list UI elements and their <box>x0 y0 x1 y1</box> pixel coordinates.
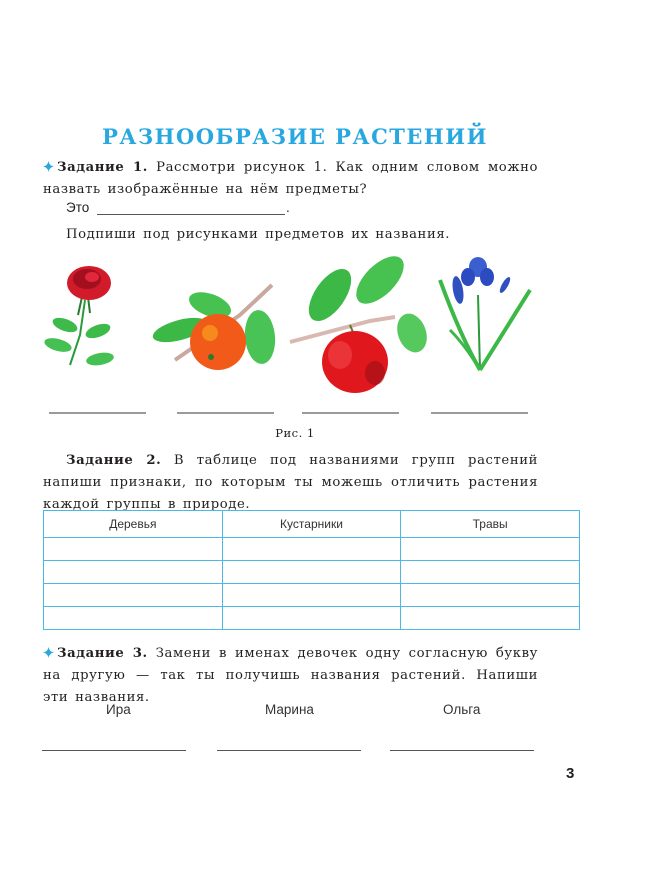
answer-suffix: . <box>286 200 290 215</box>
label-line-3[interactable] <box>302 412 399 414</box>
table-cell[interactable] <box>44 538 223 561</box>
name-olga: Ольга <box>443 702 481 717</box>
task1-instruction: Подпиши под рисунками предметов их названия. <box>66 227 451 242</box>
task3-label: Задание 3. <box>57 646 148 661</box>
table-cell[interactable] <box>222 584 401 607</box>
apple-image <box>290 255 432 393</box>
table-cell[interactable] <box>222 561 401 584</box>
task3-text-block <box>43 643 538 709</box>
diamond-icon <box>43 647 54 658</box>
header-shrubs: Кустарники <box>222 511 401 538</box>
table-row <box>44 584 580 607</box>
header-herbs: Травы <box>401 511 580 538</box>
figure-caption: Рис. 1 <box>275 426 315 440</box>
task1-text-block <box>43 157 538 201</box>
table-row <box>44 538 580 561</box>
label-line-2[interactable] <box>177 412 274 414</box>
name-ira: Ира <box>106 702 131 717</box>
plant-groups-table <box>43 510 580 630</box>
figure-plants <box>40 255 540 395</box>
answer-prefix: Это <box>66 200 90 215</box>
iris-image <box>440 257 530 370</box>
page-title: РАЗНООБРАЗИЕ РАСТЕНИЙ <box>102 124 488 149</box>
label-line-1[interactable] <box>49 412 146 414</box>
name-marina: Марина <box>265 702 314 717</box>
header-trees: Деревья <box>44 511 223 538</box>
table-cell[interactable] <box>401 561 580 584</box>
answer-line-ira[interactable] <box>42 750 186 751</box>
task1-text: Рассмотри рисунок 1. Как одним словом можно назвать изображённые на нём предметы? <box>43 160 539 197</box>
table-cell[interactable] <box>44 584 223 607</box>
orange-image <box>150 285 277 370</box>
table-cell[interactable] <box>401 584 580 607</box>
diamond-icon <box>43 161 54 172</box>
task1-label: Задание 1. <box>57 160 148 175</box>
task2-label: Задание 2. <box>66 453 162 468</box>
table-cell[interactable] <box>44 607 223 630</box>
task2-text-block <box>43 450 538 516</box>
answer-line-olga[interactable] <box>390 750 534 751</box>
task2-text: В таблице под названиями групп растений напиши признаки, по которым ты можешь отличить растения каждой группы в природе. <box>43 453 538 512</box>
table-cell[interactable] <box>44 561 223 584</box>
label-line-4[interactable] <box>431 412 528 414</box>
table-cell[interactable] <box>222 607 401 630</box>
answer-line-marina[interactable] <box>217 750 361 751</box>
table-cell[interactable] <box>401 538 580 561</box>
page-number: 3 <box>566 765 575 782</box>
table-row <box>44 561 580 584</box>
task3-text: Замени в именах девочек одну согласную букву на другую — так ты получишь названия растений. Напиши эти названия. <box>43 646 539 705</box>
table-cell[interactable] <box>222 538 401 561</box>
rose-image <box>43 266 115 367</box>
answer-line[interactable] <box>97 214 285 215</box>
table-cell[interactable] <box>401 607 580 630</box>
table-row <box>44 607 580 630</box>
